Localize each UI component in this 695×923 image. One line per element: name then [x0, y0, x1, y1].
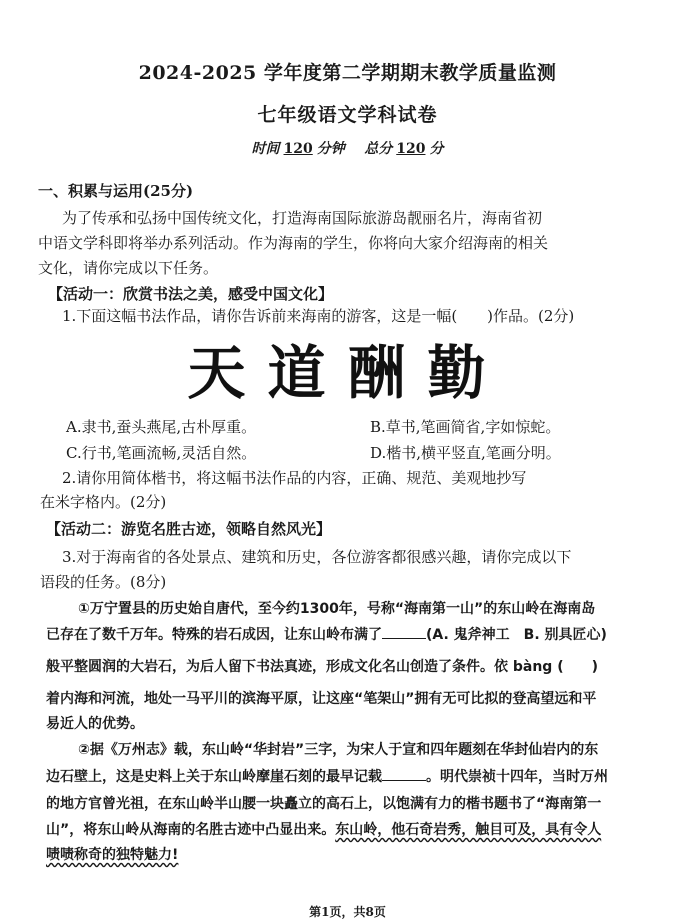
passage-line-1: ①万宁置县的历史始自唐代，至今约1300年，号称“海南第一山”的东山岭在海南岛: [78, 601, 596, 617]
passage-line-7: [46, 766, 608, 786]
passage-line-9: [46, 819, 601, 839]
question-1: 1.下面这幅书法作品，请你告诉前来海南的游客，这是一幅( )作品。(2分): [62, 307, 575, 325]
intro-line-3: 文化，请你完成以下任务。: [38, 259, 219, 277]
question-3-line-1: 3.对于海南省的各处景点、建筑和历史，各位游客都很感兴趣，请你完成以下: [62, 548, 572, 566]
passage-line-9-text: 山”，将东山岭从海南的名胜古迹中凸显出来。: [46, 822, 336, 838]
exam-subtitle: 七年级语文学科试卷: [257, 104, 438, 126]
time-label: 时间: [251, 141, 280, 157]
question-3-line-2: 语段的任务。(8分): [40, 573, 167, 591]
option-a: A.隶书,蚕头燕尾,古朴厚重。: [66, 418, 257, 436]
passage-line-6: ②据《万州志》载，东山岭“华封岩”三字，为宋人于宣和四年题刻在华封仙岩内的东: [78, 742, 599, 758]
passage-line-5: 易近人的优势。: [46, 716, 144, 732]
answer-blank-2[interactable]: [382, 768, 426, 781]
passage-line-7-text: 边石壁上，这是史料上关于东山岭摩崖石刻的最早记载: [46, 769, 382, 785]
passage-line-2-choices: (A. 鬼斧神工 B. 别具匠心): [426, 627, 607, 643]
time-score-line: [0, 138, 695, 158]
passage-line-2-text: 已存在了数千万年。特殊的岩石成因，让东山岭布满了: [46, 627, 382, 643]
question-2-line-2: 在米字格内。(2分): [40, 493, 167, 511]
calligraphy-artwork: 天道酬勤: [187, 339, 508, 407]
exam-title: 2024-2025 学年度第二学期期末教学质量监测: [138, 62, 557, 84]
activity-2-heading: 【活动二：游览名胜古迹，领略自然风光】: [46, 520, 332, 538]
score-unit: 分: [429, 141, 444, 157]
score-value: 120: [396, 141, 426, 157]
intro-line-2: 中语文学科即将举办系列活动。作为海南的学生，你将向大家介绍海南的相关: [38, 234, 549, 252]
option-d: D.楷书,横平竖直,笔画分明。: [370, 444, 561, 462]
section-heading: 一、积累与运用(25分): [38, 182, 194, 200]
intro-line-1: 为了传承和弘扬中国传统文化，打造海南国际旅游岛靓丽名片，海南省初: [62, 209, 543, 227]
passage-line-10: 啧啧称奇的独特魅力!: [46, 847, 179, 863]
score-label: 总分: [364, 141, 393, 157]
wavy-underlined-sentence: 东山岭，他石奇岩秀，触目可及，具有令人: [335, 822, 602, 838]
time-value: 120: [283, 141, 313, 157]
time-unit: 分钟: [316, 141, 345, 157]
activity-1-heading: 【活动一：欣赏书法之美，感受中国文化】: [48, 285, 334, 303]
option-b: B.草书,笔画简省,字如惊蛇。: [370, 418, 561, 436]
passage-line-3: 般平整圆润的大岩石，为后人留下书法真迹，形成文化名山创造了条件。依 bàng ( ): [46, 659, 598, 675]
passage-line-7-end: 。明代崇祯十四年，当时万州: [426, 769, 608, 785]
answer-blank-1[interactable]: [382, 626, 426, 639]
passage-line-2: [46, 624, 607, 644]
passage-line-8: 的地方官曾光祖，在东山岭半山腰一块矗立的高石上，以饱满有力的楷书题书了“海南第一: [46, 796, 602, 812]
passage-line-4: 着内海和河流，地处一马平川的滨海平原，让这座“笔架山”拥有无可比拟的登高望远和平: [46, 691, 597, 707]
page-number: 第1页，共8页: [309, 905, 386, 919]
option-c: C.行书,笔画流畅,灵活自然。: [66, 444, 257, 462]
question-2-line-1: 2.请你用简体楷书，将这幅书法作品的内容，正确、规范、美观地抄写: [62, 469, 527, 487]
